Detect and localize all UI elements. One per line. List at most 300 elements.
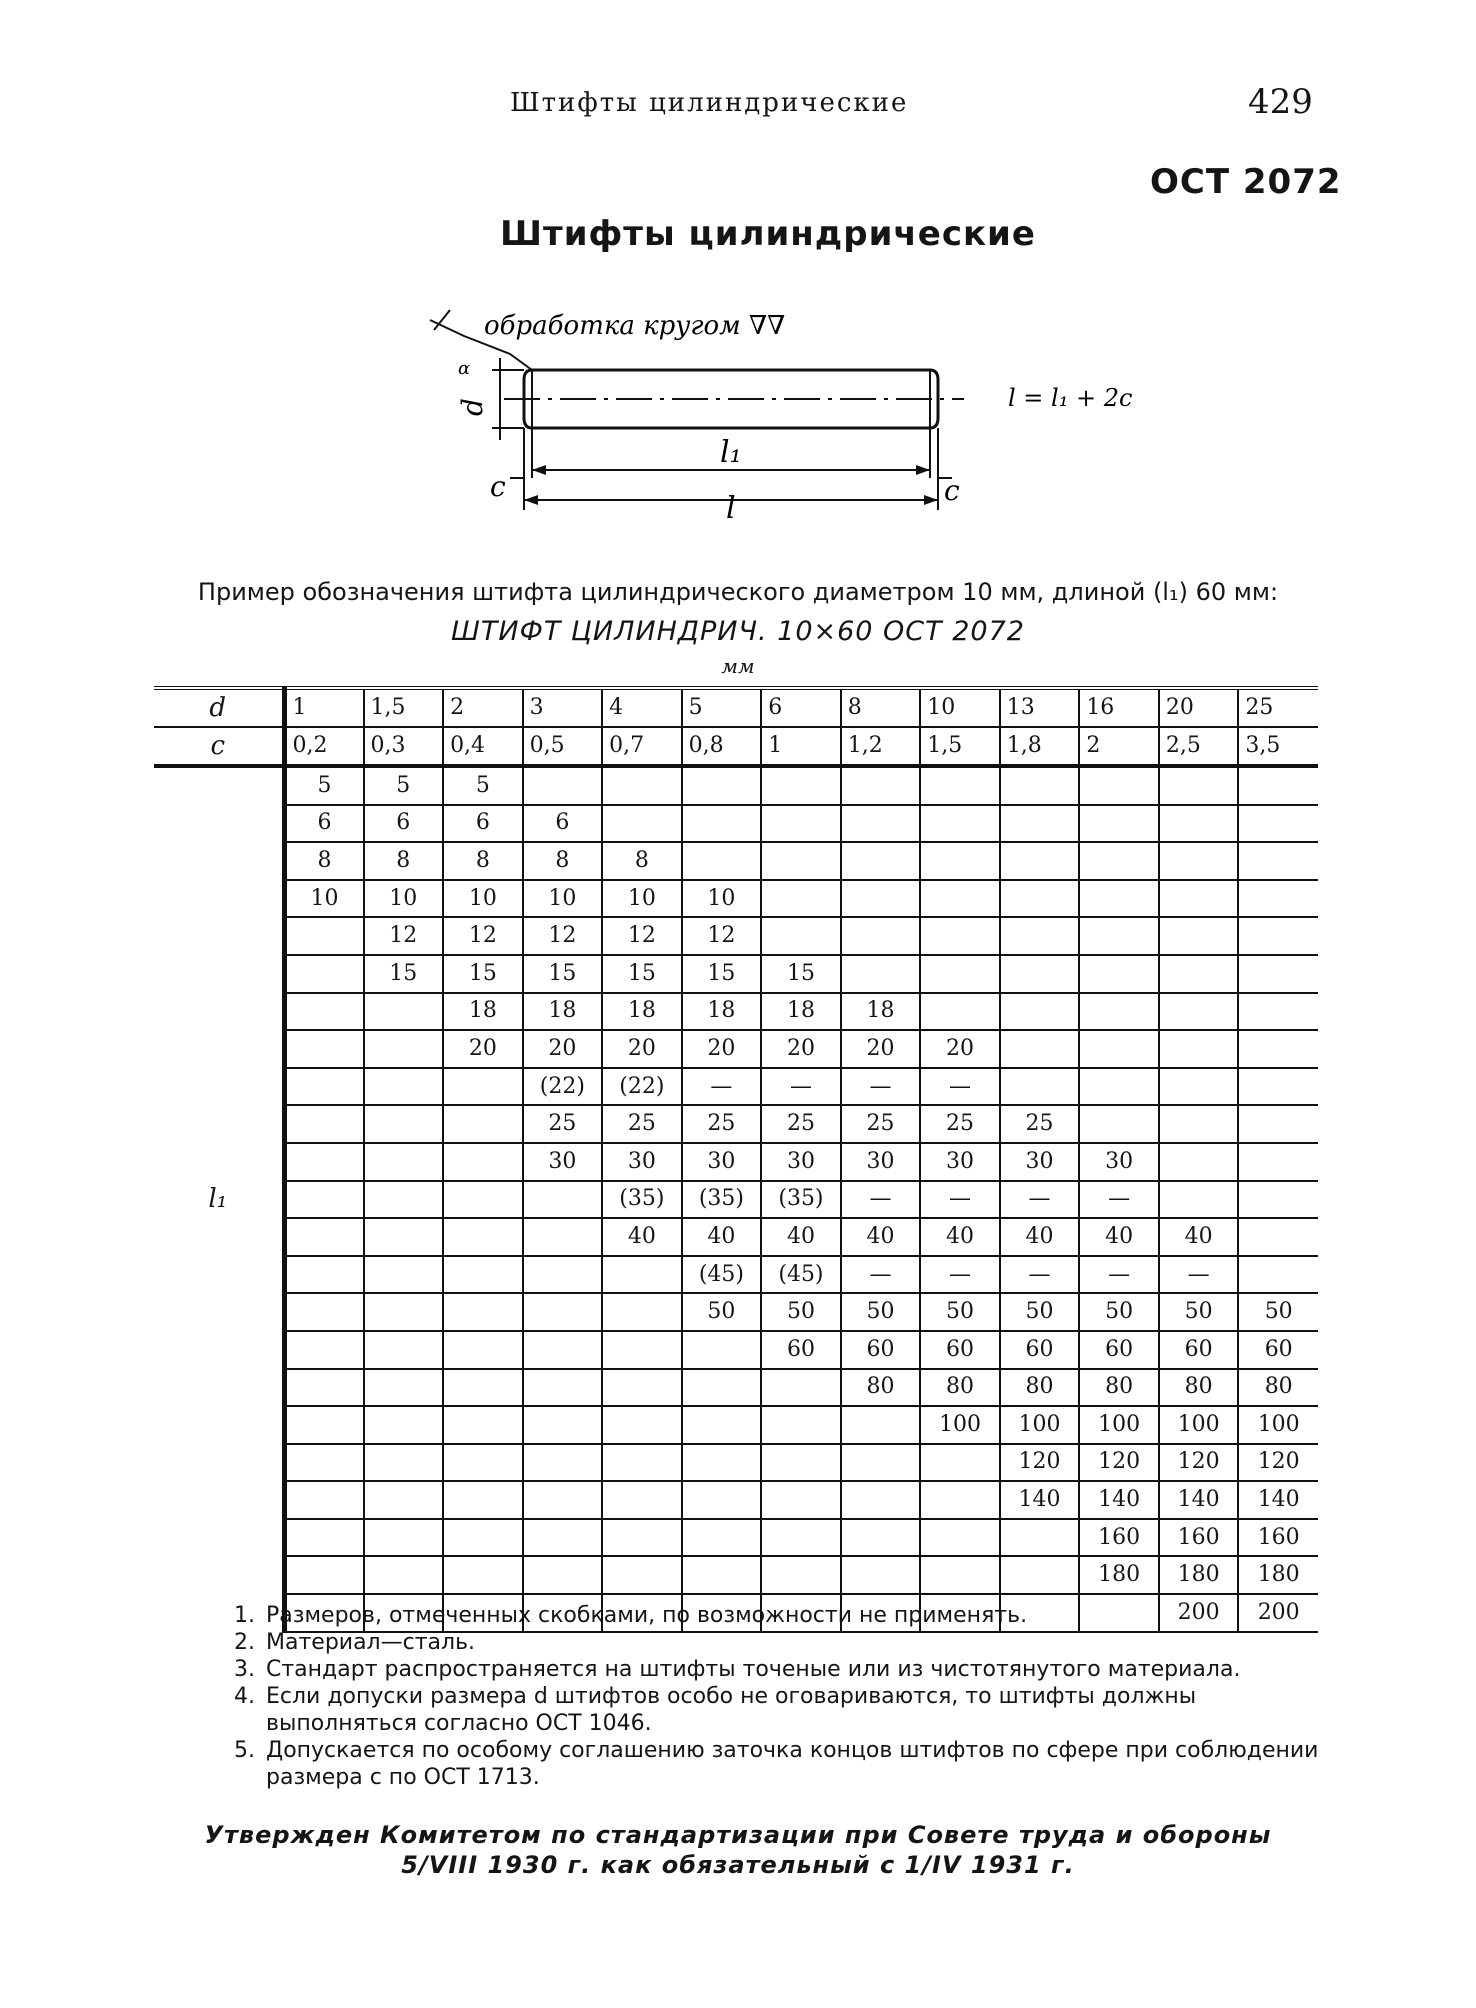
table-cell: 60 [1159,1331,1239,1369]
table-cell: 50 [761,1293,841,1331]
table-cell: 12 [682,917,762,955]
table-cell [841,880,921,918]
table-cell: 20 [602,1030,682,1068]
table-cell [1079,1030,1159,1068]
table-cell: 6 [284,805,364,843]
table-cell: — [841,1181,921,1219]
table-cell [284,1068,364,1106]
table-cell [284,1519,364,1557]
table-cell: 80 [1238,1369,1318,1407]
note-item: 1. Размеров, отмеченных скобками, по возможности не применять. [262,1602,1324,1629]
l1-row-label [154,955,284,993]
table-cell [523,1519,603,1557]
table-cell [1238,1068,1318,1106]
table-cell: 40 [682,1218,762,1256]
header-cell: 5 [682,688,762,727]
table-cell [523,1481,603,1519]
table-cell [364,1068,444,1106]
table-row [154,805,1318,843]
table-cell [443,1293,523,1331]
table-cell: 15 [443,955,523,993]
table-row [154,1444,1318,1482]
d-label: d [456,398,489,416]
table-cell [523,1369,603,1407]
table-cell [841,917,921,955]
table-cell: (22) [523,1068,603,1106]
table-row [154,993,1318,1031]
table-cell [443,1481,523,1519]
table-cell: 120 [1159,1444,1239,1482]
table-cell [1159,1030,1239,1068]
table-cell [1159,842,1239,880]
table-cell: 50 [1238,1293,1318,1331]
table-row [154,766,1318,805]
table-cell: 80 [1159,1369,1239,1407]
table-cell [1238,917,1318,955]
table-cell: (45) [761,1256,841,1294]
table-cell: 80 [1079,1369,1159,1407]
table-cell: 200 [1159,1594,1239,1632]
l1-row-label [154,1331,284,1369]
table-cell [761,842,841,880]
header-cell: 1,5 [364,688,444,727]
table-cell [1238,1256,1318,1294]
l1-row-label [154,1519,284,1557]
l1-row-label [154,917,284,955]
table-cell: (35) [682,1181,762,1219]
header-cell: 1,5 [920,727,1000,766]
table-cell: 140 [1000,1481,1080,1519]
table-cell [523,1218,603,1256]
table-cell: 12 [443,917,523,955]
table-cell: 8 [602,842,682,880]
table-row [154,1519,1318,1557]
table-cell: 10 [364,880,444,918]
table-cell [364,1444,444,1482]
header-cell: 3 [523,688,603,727]
l1-row-label [154,1143,284,1181]
table-cell [364,1030,444,1068]
table-cell [920,1481,1000,1519]
table-cell [920,842,1000,880]
table-row [154,1293,1318,1331]
header-cell: 25 [1238,688,1318,727]
table-cell: 100 [1079,1406,1159,1444]
table-row [154,1481,1318,1519]
table-cell: 60 [841,1331,921,1369]
header-cell: 20 [1159,688,1239,727]
table-cell [841,1556,921,1594]
table-cell [761,880,841,918]
table-cell: 200 [1238,1594,1318,1632]
table-cell: 60 [1079,1331,1159,1369]
table-cell [284,1105,364,1143]
table-cell [284,993,364,1031]
l1-row-label: l₁ [208,1184,228,1215]
table-cell [1000,993,1080,1031]
notes-list [224,1602,1324,1791]
header-cell: 1,2 [841,727,921,766]
note-item: 4. Если допуски размера d штифтов особо не оговариваются, то штифты должны выполняться согласно ОСТ 1046. [262,1683,1324,1737]
table-cell: 25 [682,1105,762,1143]
table-cell: 160 [1159,1519,1239,1557]
table-cell: 120 [1079,1444,1159,1482]
table-cell: 60 [1238,1331,1318,1369]
table-cell: 180 [1159,1556,1239,1594]
table-cell [1000,955,1080,993]
table-row [154,1030,1318,1068]
table-cell: 30 [920,1143,1000,1181]
table-cell [602,1444,682,1482]
table-cell: 5 [284,766,364,805]
table-cell: 8 [443,842,523,880]
table-row [154,842,1318,880]
table-cell: 18 [523,993,603,1031]
l1-row-label [154,842,284,880]
table-cell [1079,1105,1159,1143]
table-cell: (35) [602,1181,682,1219]
table-cell: 10 [443,880,523,918]
table-cell [682,1406,762,1444]
c-header-row [154,727,1318,766]
table-cell [1079,955,1159,993]
table-cell [602,805,682,843]
table-row [154,1369,1318,1407]
table-cell [364,1406,444,1444]
table-cell: 40 [1159,1218,1239,1256]
table-cell: 100 [1159,1406,1239,1444]
header-cell: 2 [1079,727,1159,766]
l1-row-label [154,1444,284,1482]
table-cell [761,1556,841,1594]
notes [224,1602,1324,1791]
table-cell [841,1406,921,1444]
table-cell [284,1481,364,1519]
table-row [154,917,1318,955]
table-cell [682,1556,762,1594]
table-cell [523,766,603,805]
table-cell [682,1519,762,1557]
table-cell [1000,842,1080,880]
table-cell [1000,1519,1080,1557]
table-cell [364,993,444,1031]
table-row [154,1406,1318,1444]
table-cell [682,1444,762,1482]
table-row [154,1256,1318,1294]
table-cell [1079,1068,1159,1106]
table-cell: 60 [920,1331,1000,1369]
table-cell [841,955,921,993]
table-cell [1000,880,1080,918]
table-cell [1238,1143,1318,1181]
note-item: 5. Допускается по особому соглашению заточка концов штифтов по сфере при соблюдении размера c по ОСТ 1713. [262,1737,1324,1791]
table-cell: 50 [920,1293,1000,1331]
table-cell: 6 [523,805,603,843]
table-cell: 18 [841,993,921,1031]
header-cell: 2 [443,688,523,727]
table-cell [602,1256,682,1294]
table-cell [443,1444,523,1482]
table-cell [443,1256,523,1294]
table-cell [443,1143,523,1181]
note-item: 2. Материал—сталь. [262,1629,1324,1656]
table-cell: 160 [1238,1519,1318,1557]
table-cell [1159,766,1239,805]
table-cell [682,805,762,843]
table-cell [284,1030,364,1068]
table-cell: — [1000,1181,1080,1219]
table-cell [761,805,841,843]
table-cell [443,1181,523,1219]
l1-label: l₁ [720,435,742,470]
l-label: l [726,491,736,526]
table-cell [443,1218,523,1256]
table-cell [1238,842,1318,880]
table-cell [443,1369,523,1407]
table-cell: 15 [682,955,762,993]
header-cell: 6 [761,688,841,727]
table-cell: 5 [364,766,444,805]
table-cell: 10 [523,880,603,918]
table-cell [602,1369,682,1407]
header-cell: 0,4 [443,727,523,766]
table-cell [284,1406,364,1444]
table-cell [443,1556,523,1594]
table-cell: 50 [682,1293,762,1331]
pin-drawing [420,300,1180,530]
table-cell [1079,993,1159,1031]
table-cell [682,1481,762,1519]
table-row [154,1556,1318,1594]
header-cell: 1,8 [1000,727,1080,766]
header-cell: 16 [1079,688,1159,727]
table-cell [920,917,1000,955]
table-cell [761,1444,841,1482]
l1-row-label [154,1218,284,1256]
table-cell: 12 [602,917,682,955]
table-cell: — [841,1256,921,1294]
table-cell [841,842,921,880]
table-cell [284,1293,364,1331]
table-cell [920,805,1000,843]
table-cell [364,1556,444,1594]
table-cell: — [1159,1256,1239,1294]
dimensions-table [154,686,1318,1633]
table-cell: 40 [841,1218,921,1256]
table-cell [1238,880,1318,918]
table-cell [284,1181,364,1219]
table-cell [602,1556,682,1594]
table-cell [443,1406,523,1444]
table-cell [602,1406,682,1444]
table-cell: 25 [841,1105,921,1143]
table-cell: 30 [761,1143,841,1181]
d-row-label: d [154,688,284,727]
table-cell [364,1519,444,1557]
table-cell [920,1519,1000,1557]
table-cell [1159,1068,1239,1106]
table-cell: 15 [364,955,444,993]
table-cell [1000,917,1080,955]
table-cell: 40 [1079,1218,1159,1256]
table-cell: 140 [1238,1481,1318,1519]
table-cell [523,1181,603,1219]
table-cell [602,1519,682,1557]
table-cell [284,1444,364,1482]
table-cell: 6 [443,805,523,843]
table-cell [1159,955,1239,993]
table-cell [682,766,762,805]
table-cell [602,766,682,805]
table-cell: 18 [443,993,523,1031]
header-cell: 0,5 [523,727,603,766]
table-cell: 10 [682,880,762,918]
table-cell [841,766,921,805]
table-cell [284,1369,364,1407]
note-item: 3. Стандарт распространяется на штифты точеные или из чистотянутого материала. [262,1656,1324,1683]
table-row [154,1331,1318,1369]
l1-row-label [154,993,284,1031]
table-cell: 140 [1079,1481,1159,1519]
table-cell [841,1481,921,1519]
table-cell [920,1556,1000,1594]
example-designation: ШТИФТ ЦИЛИНДРИЧ. 10×60 ОСТ 2072 [451,616,1025,647]
table-cell: 30 [523,1143,603,1181]
table-cell: 20 [682,1030,762,1068]
l1-row-label [154,1068,284,1106]
table-cell: — [1079,1181,1159,1219]
standard-code: ОСТ 2072 [1150,162,1342,202]
table-cell [1238,955,1318,993]
table-cell [761,766,841,805]
table-cell [682,842,762,880]
table-cell: 80 [841,1369,921,1407]
table-cell [1079,917,1159,955]
table-cell: 40 [602,1218,682,1256]
approval-line-1: Утвержден Комитетом по стандартизации при Совете труда и обороны [204,1821,1272,1849]
table-cell [841,1519,921,1557]
example-text: Пример обозначения штифта цилиндрического диаметром 10 мм, длиной (l₁) 60 мм: [197,578,1279,606]
table-cell: 60 [761,1331,841,1369]
table-cell [523,1556,603,1594]
header-cell: 1 [761,727,841,766]
table-cell [1079,766,1159,805]
table-cell: 140 [1159,1481,1239,1519]
table-cell: 180 [1238,1556,1318,1594]
table-cell [364,1105,444,1143]
table-cell: 100 [920,1406,1000,1444]
table-cell: 20 [841,1030,921,1068]
table-cell [761,1406,841,1444]
table-cell [841,805,921,843]
header-cell: 0,7 [602,727,682,766]
table-cell [920,955,1000,993]
table-cell: 25 [602,1105,682,1143]
table-cell [1238,766,1318,805]
table-cell [284,1143,364,1181]
table-cell: 15 [761,955,841,993]
alpha-label: α [458,358,471,379]
table-row [154,1068,1318,1106]
table-cell [284,955,364,993]
table-cell [364,1331,444,1369]
table-cell: 18 [682,993,762,1031]
table-cell [1159,993,1239,1031]
running-title: Штифты цилиндрические [510,88,909,118]
table-cell: 60 [1000,1331,1080,1369]
header-cell: 0,2 [284,727,364,766]
l1-row-label [154,1481,284,1519]
table-cell: 18 [761,993,841,1031]
table-cell: 25 [761,1105,841,1143]
table-row [154,1181,1318,1219]
table-row [154,1218,1318,1256]
header-cell: 8 [841,688,921,727]
machining-note: обработка кругом ∇∇ [484,311,786,341]
approval-line-2: 5/VIII 1930 г. как обязательный с 1/IV 1931 г. [401,1851,1075,1879]
unit-label: мм [721,654,755,678]
table-cell [1238,1030,1318,1068]
table-cell [523,1444,603,1482]
table-cell [364,1256,444,1294]
c-row-label: c [154,727,284,766]
table-cell [443,1068,523,1106]
approval-statement [0,1820,1476,1880]
table-cell: 40 [761,1218,841,1256]
table-cell [920,1444,1000,1482]
header-cell: 10 [920,688,1000,727]
table-cell: 30 [682,1143,762,1181]
table-cell [364,1143,444,1181]
table-cell [1159,1181,1239,1219]
table-cell: — [920,1256,1000,1294]
table-cell [682,1331,762,1369]
table-cell: 30 [841,1143,921,1181]
table-cell: — [682,1068,762,1106]
table-cell [364,1218,444,1256]
table-cell [523,1293,603,1331]
table-cell [284,1331,364,1369]
table-cell: 180 [1079,1556,1159,1594]
table-cell [284,917,364,955]
table-cell [1238,805,1318,843]
table-cell: 50 [1000,1293,1080,1331]
l1-row-label [154,766,284,805]
table-cell: 120 [1000,1444,1080,1482]
table-cell [1079,842,1159,880]
table-cell [284,1256,364,1294]
table-cell [523,1406,603,1444]
table-cell [284,1218,364,1256]
table-cell [364,1369,444,1407]
table-cell [1159,917,1239,955]
header-cell: 4 [602,688,682,727]
table-cell: 40 [1000,1218,1080,1256]
table-cell: 120 [1238,1444,1318,1482]
table-cell [364,1293,444,1331]
table-cell: 50 [841,1293,921,1331]
table-cell [1079,880,1159,918]
table-cell [1159,805,1239,843]
table-cell: (45) [682,1256,762,1294]
table-cell [920,880,1000,918]
table-cell: 160 [1079,1519,1159,1557]
table-cell [1000,1030,1080,1068]
table-cell [443,1331,523,1369]
table-cell: 30 [1000,1143,1080,1181]
table-cell: 20 [443,1030,523,1068]
table-cell: — [761,1068,841,1106]
